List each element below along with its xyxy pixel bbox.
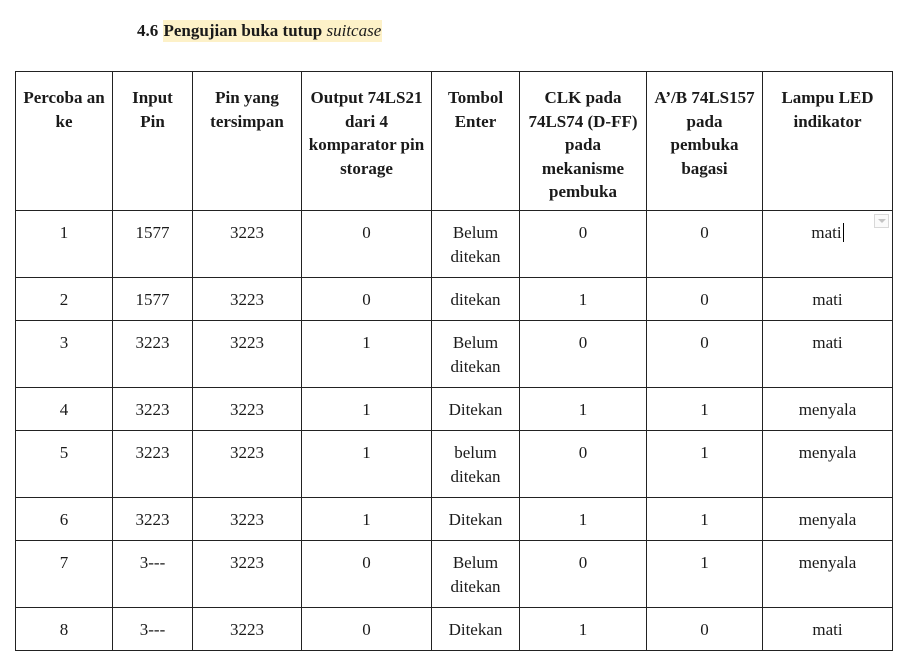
cell-stored-pin[interactable]: 3223 bbox=[193, 541, 302, 608]
table-row bbox=[16, 388, 893, 431]
cell-output[interactable]: 0 bbox=[302, 278, 432, 321]
section-title-highlight bbox=[163, 20, 383, 42]
cell-ab[interactable]: 0 bbox=[647, 321, 763, 388]
cell-output[interactable]: 1 bbox=[302, 498, 432, 541]
cell-stored-pin[interactable]: 3223 bbox=[193, 278, 302, 321]
cell-enter[interactable]: Belum ditekan bbox=[432, 541, 520, 608]
table-row bbox=[16, 498, 893, 541]
cell-led[interactable]: mati bbox=[763, 608, 893, 651]
cell-output[interactable]: 1 bbox=[302, 388, 432, 431]
cell-led-active[interactable] bbox=[763, 211, 893, 278]
cell-trial[interactable]: 2 bbox=[16, 278, 113, 321]
cell-clk[interactable]: 1 bbox=[520, 608, 647, 651]
cell-input-pin[interactable]: 3223 bbox=[113, 498, 193, 541]
table-row bbox=[16, 431, 893, 498]
section-number: 4.6 bbox=[137, 21, 159, 40]
cell-clk[interactable]: 0 bbox=[520, 321, 647, 388]
header-cell-output-74ls21[interactable]: Output 74LS21 dari 4 komparator pin storage bbox=[302, 72, 432, 211]
header-cell-clk-74ls74[interactable]: CLK pada 74LS74 (D-FF) pada mekanisme pembuka bbox=[520, 72, 647, 211]
cell-output[interactable]: 0 bbox=[302, 541, 432, 608]
cell-enter[interactable]: Ditekan bbox=[432, 608, 520, 651]
cell-clk[interactable]: 0 bbox=[520, 541, 647, 608]
header-cell-stored-pin[interactable]: Pin yang tersimpan bbox=[193, 72, 302, 211]
cell-enter[interactable]: Belum ditekan bbox=[432, 211, 520, 278]
text-caret bbox=[843, 223, 844, 242]
cell-ab[interactable]: 1 bbox=[647, 498, 763, 541]
cell-input-pin[interactable]: 1577 bbox=[113, 278, 193, 321]
cell-input-pin[interactable]: 3223 bbox=[113, 431, 193, 498]
cell-input-pin[interactable]: 3--- bbox=[113, 541, 193, 608]
cell-stored-pin[interactable]: 3223 bbox=[193, 498, 302, 541]
chevron-down-icon[interactable] bbox=[874, 214, 889, 228]
header-cell-trial[interactable]: Percoba an ke bbox=[16, 72, 113, 211]
cell-output[interactable]: 1 bbox=[302, 321, 432, 388]
cell-stored-pin[interactable]: 3223 bbox=[193, 321, 302, 388]
cell-led-text: mati bbox=[811, 223, 842, 242]
section-title-italic: suitcase bbox=[326, 21, 382, 40]
cell-clk[interactable]: 1 bbox=[520, 498, 647, 541]
cell-input-pin[interactable]: 3223 bbox=[113, 388, 193, 431]
section-title: Pengujian buka tutup bbox=[163, 21, 323, 40]
cell-trial[interactable]: 1 bbox=[16, 211, 113, 278]
cell-enter[interactable]: Ditekan bbox=[432, 388, 520, 431]
cell-input-pin[interactable]: 1577 bbox=[113, 211, 193, 278]
header-row bbox=[16, 72, 893, 211]
cell-output[interactable]: 1 bbox=[302, 431, 432, 498]
cell-ab[interactable]: 0 bbox=[647, 608, 763, 651]
section-heading bbox=[137, 18, 382, 44]
cell-ab[interactable]: 1 bbox=[647, 541, 763, 608]
header-cell-input-pin[interactable]: Input Pin bbox=[113, 72, 193, 211]
cell-enter[interactable]: Ditekan bbox=[432, 498, 520, 541]
cell-led[interactable]: menyala bbox=[763, 498, 893, 541]
header-cell-enter-button[interactable]: Tombol Enter bbox=[432, 72, 520, 211]
cell-ab[interactable]: 1 bbox=[647, 388, 763, 431]
cell-clk[interactable]: 1 bbox=[520, 388, 647, 431]
cell-led[interactable]: mati bbox=[763, 278, 893, 321]
cell-trial[interactable]: 5 bbox=[16, 431, 113, 498]
cell-input-pin[interactable]: 3--- bbox=[113, 608, 193, 651]
cell-led[interactable]: menyala bbox=[763, 431, 893, 498]
cell-stored-pin[interactable]: 3223 bbox=[193, 608, 302, 651]
cell-trial[interactable]: 8 bbox=[16, 608, 113, 651]
cell-output[interactable]: 0 bbox=[302, 608, 432, 651]
cell-clk[interactable]: 0 bbox=[520, 211, 647, 278]
cell-trial[interactable]: 6 bbox=[16, 498, 113, 541]
cell-clk[interactable]: 1 bbox=[520, 278, 647, 321]
cell-enter[interactable]: ditekan bbox=[432, 278, 520, 321]
cell-led[interactable]: menyala bbox=[763, 541, 893, 608]
header-cell-led-indicator[interactable]: Lampu LED indikator bbox=[763, 72, 893, 211]
cell-input-pin[interactable]: 3223 bbox=[113, 321, 193, 388]
table-row bbox=[16, 608, 893, 651]
cell-enter[interactable]: Belum ditekan bbox=[432, 321, 520, 388]
cell-stored-pin[interactable]: 3223 bbox=[193, 431, 302, 498]
table-row bbox=[16, 211, 893, 278]
cell-led[interactable]: menyala bbox=[763, 388, 893, 431]
table-row bbox=[16, 541, 893, 608]
cell-output[interactable]: 0 bbox=[302, 211, 432, 278]
header-cell-ab-74ls157[interactable]: A’/B 74LS157 pada pembuka bagasi bbox=[647, 72, 763, 211]
cell-trial[interactable]: 3 bbox=[16, 321, 113, 388]
results-table bbox=[15, 71, 893, 651]
cell-trial[interactable]: 7 bbox=[16, 541, 113, 608]
cell-trial[interactable]: 4 bbox=[16, 388, 113, 431]
cell-stored-pin[interactable]: 3223 bbox=[193, 388, 302, 431]
cell-ab[interactable]: 0 bbox=[647, 211, 763, 278]
cell-stored-pin[interactable]: 3223 bbox=[193, 211, 302, 278]
cell-enter[interactable]: belum ditekan bbox=[432, 431, 520, 498]
cell-clk[interactable]: 0 bbox=[520, 431, 647, 498]
cell-led[interactable]: mati bbox=[763, 321, 893, 388]
table-row bbox=[16, 278, 893, 321]
cell-ab[interactable]: 1 bbox=[647, 431, 763, 498]
cell-ab[interactable]: 0 bbox=[647, 278, 763, 321]
table-row bbox=[16, 321, 893, 388]
